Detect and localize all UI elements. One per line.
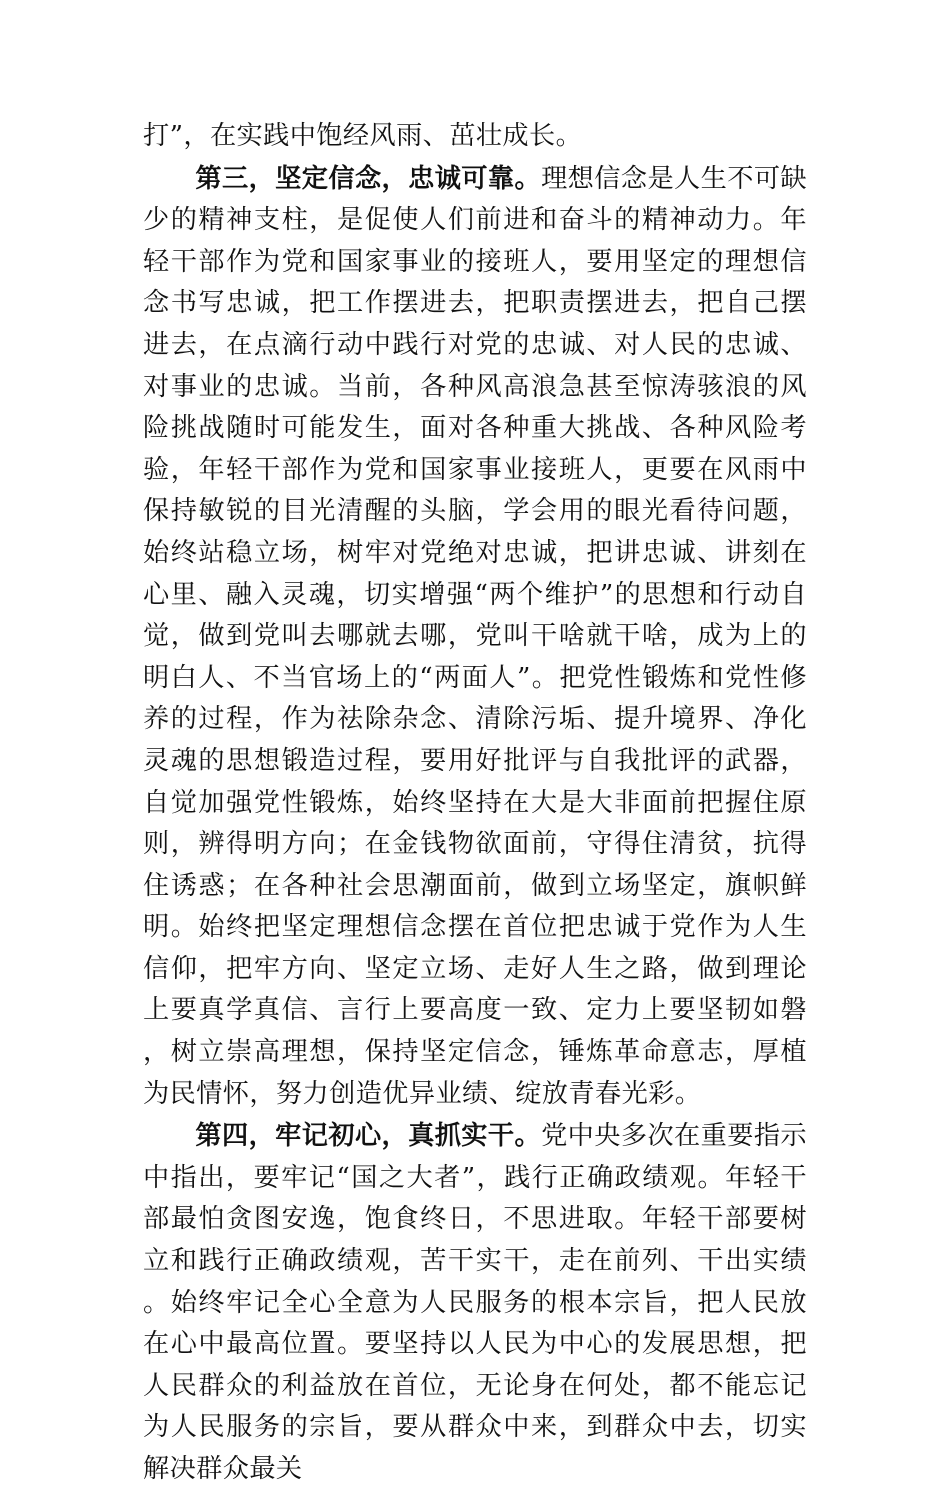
paragraph-heading: 第三，坚定信念，忠诚可靠。 xyxy=(195,162,542,194)
paragraph-fourth-point xyxy=(143,1115,807,1490)
paragraph-third-point xyxy=(143,158,807,1116)
paragraph-text: 打”，在实践中饱经风雨、茁壮成长。 xyxy=(143,121,583,151)
paragraph-text: 理想信念是人生不可缺少的精神支柱，是促使人们前进和奋斗的精神动力。年轻干部作为党和国家事业的接班人，要用坚定的理想信念书写忠诚，把工作摆进去，把职责摆进去，把自己摆进去，在点滴行动中践行对党的忠诚、对人民的忠诚、对事业的忠诚。当前，各种风高浪急甚至惊涛骇浪的风险挑战随时可能发生，面对各种重大挑战、各种风险考验，年轻干部作为党和国家事业接班人，更要在风雨中保持敏锐的目光清醒的头脑，学会用的眼光看待问题，始终站稳立场，树牢对党绝对忠诚，把讲忠诚、讲刻在心里、融入灵魂，切实增强“两个维护”的思想和行动自觉，做到党叫去哪就去哪，党叫干啥就干啥，成为上的明白人、不当官场上的“两面人”。把党性锻炼和党性修养的过程，作为祛除杂念、清除污垢、提升境界、净化灵魂的思想锻造过程，要用好批评与自我批评的武器，自觉加强党性锻炼，始终坚持在大是大非面前把握住原则，辨得明方向；在金钱物欲面前，守得住清贫，抗得住诱惑；在各种社会思潮面前，做到立场坚定，旗帜鲜明。始终把坚定理想信念摆在首位把忠诚于党作为人生信仰，把牢方向、坚定立场、走好人生之路，做到理论上要真学真信、言行上要高度一致、定力上要坚韧如磐，树立崇高理想，保持坚定信念，锤炼革命意志，厚植为民情怀，努力创造优异业绩、绽放青春光彩。 xyxy=(143,163,808,1109)
document-page xyxy=(143,116,807,1491)
paragraph-text: 党中央多次在重要指示中指出，要牢记“国之大者”，践行正确政绩观。年轻干部最怕贪图安逸，饱食终日，不思进取。年轻干部要树立和践行正确政绩观，苦干实干，走在前列、干出实绩。始终牢记全心全意为人民服务的根本宗旨，把人民放在心中最高位置。要坚持以人民为中心的发展思想，把人民群众的利益放在首位，无论身在何处，都不能忘记为人民服务的宗旨，要从群众中来，到群众中去，切实解决群众最关 xyxy=(143,1121,808,1484)
paragraph-continuation xyxy=(143,116,807,158)
paragraph-heading: 第四，牢记初心，真抓实干。 xyxy=(195,1120,542,1152)
